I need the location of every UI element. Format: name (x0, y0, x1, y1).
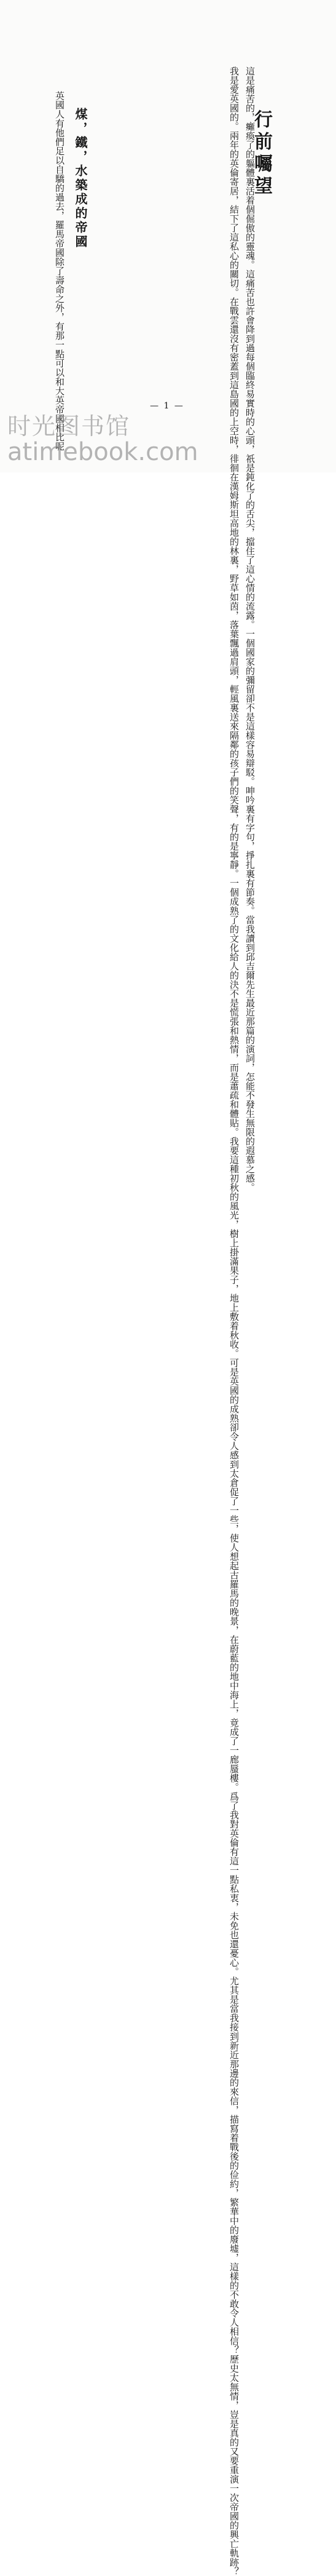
watermark-text: 时光图书馆 (7, 413, 131, 440)
article-body (104, 66, 258, 2576)
page-number: — 1 — (150, 401, 184, 411)
section-title: 煤，鐵，水築成的帝國 (73, 108, 88, 249)
paragraph: 這是痛苦的，癱瘓了的軀體裏活着個倔傲的靈魂。這痛苦也許會降到過每個臨終易實時的心頭，祇是鈍化了的舌尖，擋住了這心情的流露。一個國家的彌留卻不是這樣容易辯駁。呻吟裏有字句，掙扎裏有節奏。當我讀到邱吉爾先生最近那篇的演詞，怎能不發生無限的遐慕之感。 (244, 66, 256, 1192)
watermark-url: atimebook.com (7, 438, 198, 466)
paragraph: 英國人有他們足以自驕的過去，羅馬帝國除了壽命之外，有那一點可以和大英帝國相比呢 (54, 91, 65, 451)
section-body (12, 91, 68, 451)
article-title: 行前囑望 (251, 109, 272, 198)
paragraph: 我是愛英國的。兩年的英倫寄居，結下了這私心的關切。在戰雲還沒有密蓋到這島國的上空時，徘徊在漢姆斯坦高地的林裏，野草如茵，落葉飄過肩頭，輕風裏送來隔鄰的孩子們的笑聲，有的是寧靜。一個成熟了的文化給人的決不是慌張和熱情，而是蕭疏和體貼。我要這種初秋的風光，樹上掛滿果子，地上敷着秋收。可是英國的成熟卻令人感到太倉促了一些，使人想起古羅馬的晚景，在蔚藍的地中海上，竟成了一廊蜃樓。爲了我對英倫有這一點私衷，未免也還憂心。尤其是當我接到新近那邊的來信，描寫着戰後的俭約，繁華中的廢墟，這樣的不敢令人相信？歷史太無情，豈是真的又要重演一次帝國的興亡軌跡？ (229, 66, 240, 2576)
